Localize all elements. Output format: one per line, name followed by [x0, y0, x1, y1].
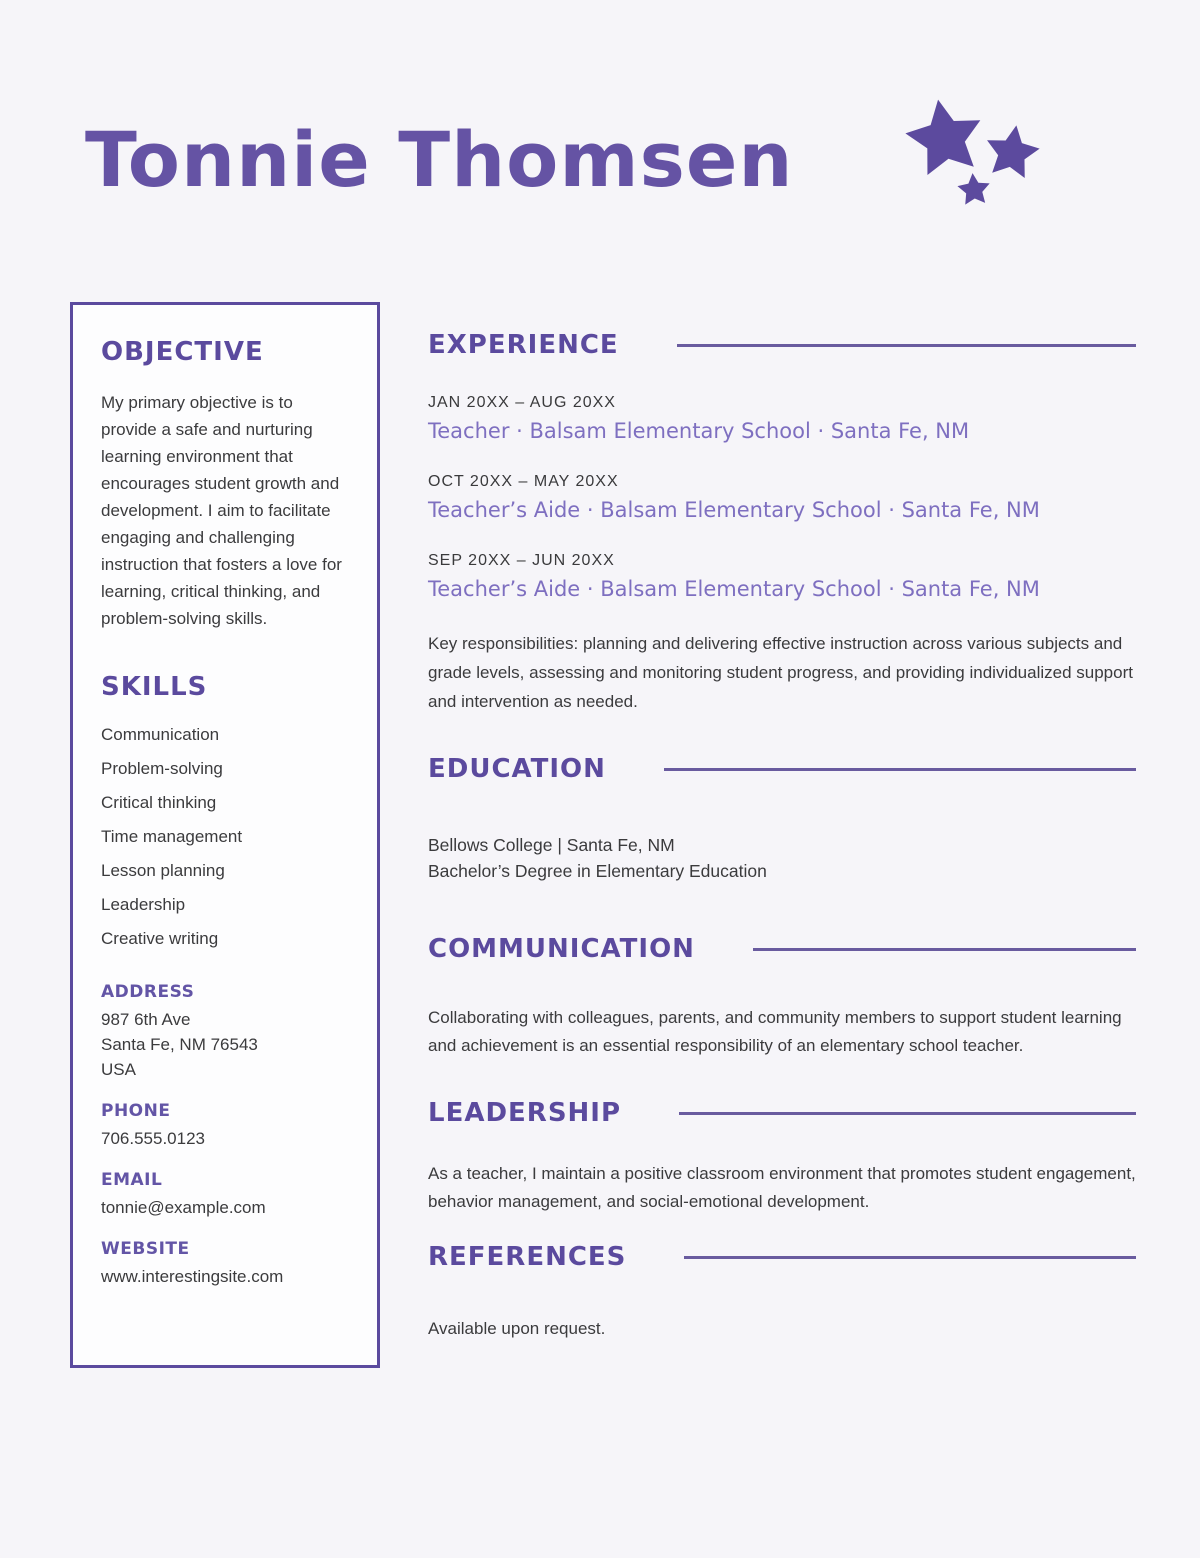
main-column [428, 330, 1136, 1343]
leadership-text: As a teacher, I maintain a positive classroom environment that promotes student engagement, behavior management, and social-emotional development. [428, 1164, 1136, 1211]
education-section [428, 754, 1136, 884]
skills-heading: SKILLS [101, 672, 208, 702]
section-divider [664, 768, 1136, 771]
education-school: Bellows College | Santa Fe, NM [428, 835, 675, 855]
address-value [101, 1007, 353, 1082]
objective-section [101, 337, 353, 632]
skill-item: Time management [101, 827, 243, 846]
address-line: 987 6th Ave [101, 1010, 191, 1029]
communication-section [428, 934, 1136, 1060]
stars-icon [893, 97, 1048, 211]
skill-item: Creative writing [101, 929, 219, 948]
experience-entry [428, 473, 1136, 522]
skill-item: Problem-solving [101, 759, 223, 778]
phone-block [101, 1101, 353, 1151]
experience-summary: Key responsibilities: planning and delivering effective instruction across various subjects and grade levels, assessing and monitoring student progress, and providing individualized support and intervention as needed. [428, 634, 1133, 711]
section-divider [684, 1256, 1136, 1259]
experience-title: Teacher’s Aide · Balsam Elementary School · Santa Fe, NM [428, 577, 1040, 601]
phone-value: 706.555.0123 [101, 1129, 205, 1148]
objective-heading: OBJECTIVE [101, 337, 264, 367]
skills-list [101, 726, 353, 948]
address-line: Santa Fe, NM 76543 [101, 1035, 258, 1054]
address-block [101, 982, 353, 1082]
email-block [101, 1170, 353, 1220]
communication-text: Collaborating with colleagues, parents, and community members to support student learning and achievement is an essential responsibility of an elementary school teacher. [428, 1008, 1122, 1055]
leadership-heading: LEADERSHIP [428, 1098, 622, 1128]
skills-section [101, 672, 353, 948]
experience-entry [428, 394, 1136, 443]
experience-section [428, 330, 1136, 716]
section-divider [677, 344, 1136, 347]
leadership-section [428, 1098, 1136, 1216]
experience-entry [428, 552, 1136, 601]
references-text: Available upon request. [428, 1319, 606, 1338]
communication-heading: COMMUNICATION [428, 934, 695, 964]
email-label: EMAIL [101, 1170, 163, 1190]
education-heading: EDUCATION [428, 754, 606, 784]
skill-item: Leadership [101, 895, 186, 914]
experience-dates: JAN 20XX – AUG 20XX [428, 394, 616, 411]
address-line: USA [101, 1060, 136, 1079]
education-degree: Bachelor’s Degree in Elementary Education [428, 861, 767, 881]
website-block [101, 1239, 353, 1289]
skill-item: Communication [101, 725, 220, 744]
section-divider [679, 1112, 1136, 1115]
page-title: Tonnie Thomsen [85, 115, 794, 204]
references-heading: REFERENCES [428, 1242, 627, 1272]
experience-dates: SEP 20XX – JUN 20XX [428, 552, 615, 569]
experience-dates: OCT 20XX – MAY 20XX [428, 473, 619, 490]
skill-item: Lesson planning [101, 861, 225, 880]
section-divider [753, 948, 1136, 951]
sidebar-box [70, 302, 380, 1368]
contact-section [101, 982, 353, 1289]
experience-title: Teacher · Balsam Elementary School · Santa Fe, NM [428, 419, 970, 443]
experience-title: Teacher’s Aide · Balsam Elementary School · Santa Fe, NM [428, 498, 1040, 522]
experience-heading: EXPERIENCE [428, 330, 619, 360]
address-label: ADDRESS [101, 982, 195, 1002]
objective-text: My primary objective is to provide a safe and nurturing learning environment that encourages student growth and development. I aim to facilitate engaging and challenging instruction that fosters a love for learning, critical thinking, and problem-solving skills. [101, 393, 342, 628]
references-section [428, 1242, 1136, 1343]
website-label: WEBSITE [101, 1239, 190, 1259]
email-value: tonnie@example.com [101, 1198, 266, 1217]
skill-item: Critical thinking [101, 793, 217, 812]
website-value: www.interestingsite.com [101, 1267, 284, 1286]
phone-label: PHONE [101, 1101, 171, 1121]
